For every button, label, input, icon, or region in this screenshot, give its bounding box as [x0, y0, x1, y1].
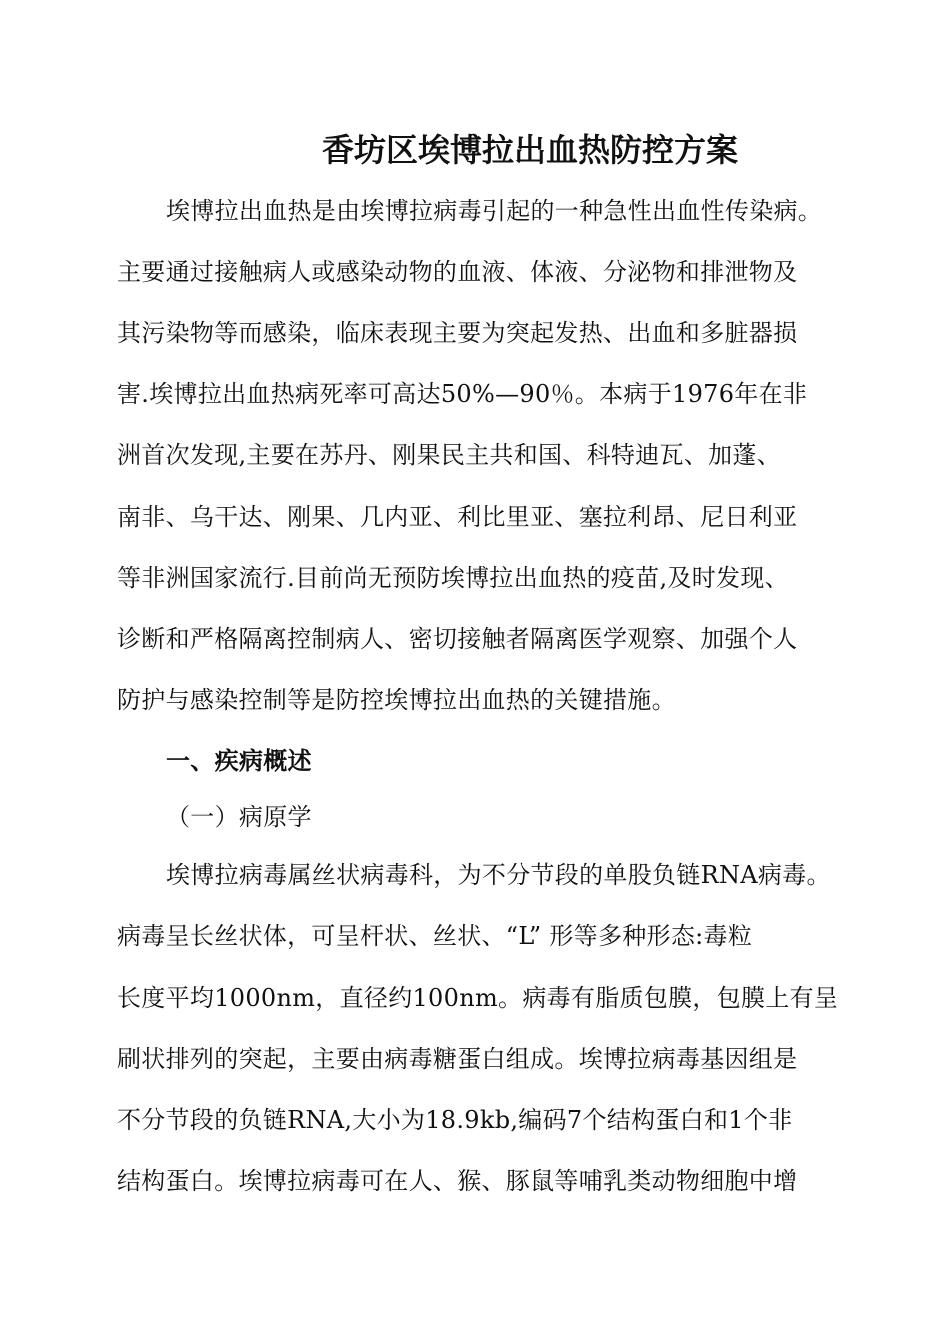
paragraph-line: 刷状排列的突起，主要由病毒糖蛋白组成。埃博拉病毒基因组是	[117, 1045, 798, 1073]
paragraph-line: 病毒呈长丝状体，可呈杆状、丝状、“L” 形等多种形态:毒粒	[117, 922, 753, 950]
paragraph-line: 不分节段的负链RNA,大小为18.9kb,编码7个结构蛋白和1个非	[117, 1106, 793, 1134]
document-title: 香坊区埃博拉出血热防控方案	[321, 131, 738, 169]
paragraph-line: 埃博拉出血热是由埃博拉病毒引起的一种急性出血性传染病。	[166, 197, 823, 225]
paragraph-line: 洲首次发现,主要在苏丹、刚果民主共和国、科特迪瓦、加蓬、	[117, 441, 782, 469]
section-heading: 一、疾病概述	[166, 747, 312, 775]
paragraph-line: 诊断和严格隔离控制病人、密切接触者隔离医学观察、加强个人	[117, 625, 798, 653]
paragraph-line: 等非洲国家流行.目前尚无预防埃博拉出血热的疫苗,及时发现、	[117, 564, 789, 592]
paragraph-line: 其污染物等而感染，临床表现主要为突起发热、出血和多脏器损	[117, 319, 798, 347]
paragraph-line: 防护与感染控制等是防控埃博拉出血热的关键措施。	[117, 686, 676, 714]
paragraph-line: 埃博拉病毒属丝状病毒科，为不分节段的单股负链RNA病毒。	[166, 861, 831, 889]
paragraph-line: 主要通过接触病人或感染动物的血液、体液、分泌物和排泄物及	[117, 258, 798, 286]
paragraph-line: 长度平均1000nm，直径约100nm。病毒有脂质包膜，包膜上有呈	[117, 984, 839, 1012]
paragraph-line: 结构蛋白。埃博拉病毒可在人、猴、豚鼠等哺乳类动物细胞中增	[117, 1167, 798, 1195]
paragraph-line: 南非、乌干达、刚果、几内亚、利比里亚、塞拉利昂、尼日利亚	[117, 503, 798, 531]
subsection-heading: （一）病原学	[166, 803, 312, 831]
paragraph-line: 害.埃博拉出血热病死率可高达50%—90％。本病于1976年在非	[117, 380, 808, 408]
